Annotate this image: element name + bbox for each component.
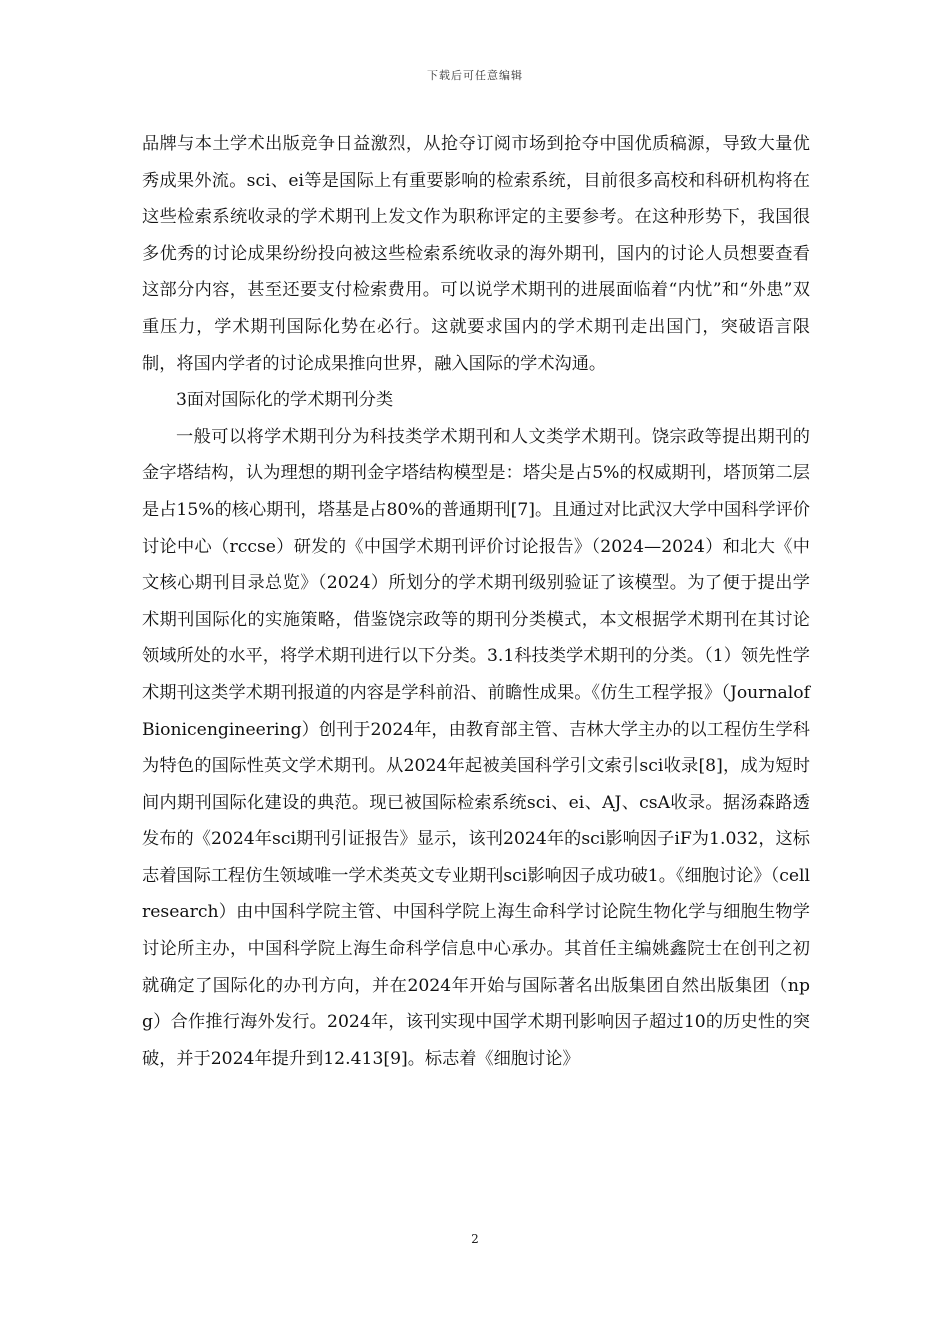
paragraph-continuation: 品牌与本土学术出版竞争日益激烈，从抢夺订阅市场到抢夺中国优质稿源，导致大量优秀成果外流。sci、ei等是国际上有重要影响的检索系统，目前很多高校和科研机构将在这些检索系统收录的学术期刊上发文作为职称评定的主要参考。在这种形势下，我国很多优秀的讨论成果纷纷投向被这些检索系统收录的海外期刊，国内的讨论人员想要查看这部分内容，甚至还要支付检索费用。可以说学术期刊的进展面临着“内忧”和“外患”双重压力，学术期刊国际化势在必行。这就要求国内的学术期刊走出国门，突破语言限制，将国内学者的讨论成果推向世界，融入国际的学术沟通。 (142, 134, 810, 374)
document-body (142, 126, 810, 1077)
page-number: 2 (471, 1232, 479, 1246)
page-header: 下载后可任意编辑 (427, 69, 523, 82)
paragraph-classification: 一般可以将学术期刊分为科技类学术期刊和人文类学术期刊。饶宗政等提出期刊的金字塔结构，认为理想的期刊金字塔结构模型是：塔尖是占5%的权威期刊，塔顶第二层是占15%的核心期刊，塔基是占80%的普通期刊[7]。且通过对比武汉大学中国科学评价讨论中心（rccse）研发的《中国学术期刊评价讨论报告》（2024—2024）和北大《中文核心期刊目录总览》（2024）所划分的学术期刊级别验证了该模型。为了便于提出学术期刊国际化的实施策略，借鉴饶宗政等的期刊分类模式，本文根据学术期刊在其讨论领域所处的水平，将学术期刊进行以下分类。3.1科技类学术期刊的分类。（1）领先性学术期刊这类学术期刊报道的内容是学科前沿、前瞻性成果。《仿生工程学报》（JournalofBionicengineering）创刊于2024年，由教育部主管、吉林大学主办的以工程仿生学科为特色的国际性英文学术期刊。从2024年起被美国科学引文索引sci收录[8]，成为短时间内期刊国际化建设的典范。现已被国际检索系统sci、ei、AJ、csA收录。据汤森路透发布的《2024年sci期刊引证报告》显示，该刊2024年的sci影响因子iF为1.032，这标志着国际工程仿生领域唯一学术类英文专业期刊sci影响因子成功破1。《细胞讨论》（cellresearch）由中国科学院主管、中国科学院上海生命科学讨论院生物化学与细胞生物学讨论所主办，中国科学院上海生命科学信息中心承办。其首任主编姚鑫院士在创刊之初就确定了国际化的办刊方向，并在2024年开始与国际著名出版集团自然出版集团（npg）合作推行海外发行。2024年，该刊实现中国学术期刊影响因子超过10的历史性的突破，并于2024年提升到12.413[9]。标志着《细胞讨论》 (142, 426, 810, 1069)
section-heading: 3面对国际化的学术期刊分类 (176, 390, 394, 411)
